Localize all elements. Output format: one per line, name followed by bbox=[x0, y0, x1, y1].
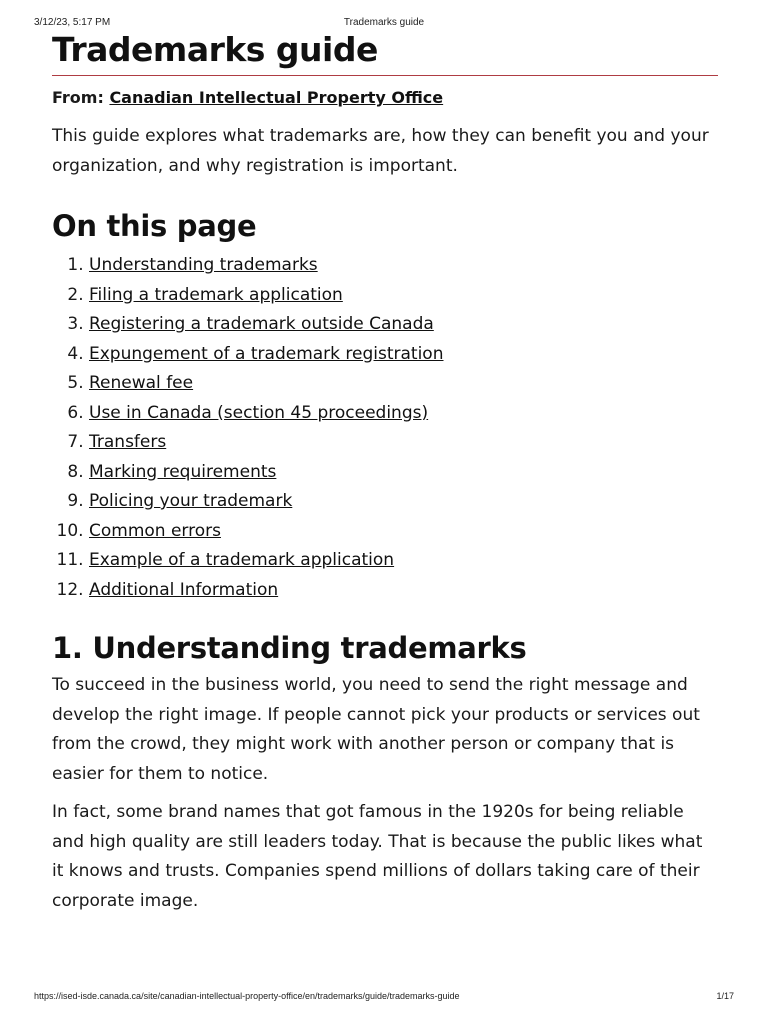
toc-heading: On this page bbox=[52, 209, 257, 243]
toc-item bbox=[89, 251, 718, 281]
toc-link-additional-information[interactable]: Additional Information bbox=[89, 579, 279, 600]
toc-item bbox=[89, 310, 718, 340]
toc-link-registering-outside-canada[interactable]: Registering a trademark outside Canada bbox=[89, 314, 434, 334]
toc-item bbox=[89, 369, 718, 399]
toc-item bbox=[89, 517, 718, 547]
toc-item bbox=[89, 487, 718, 517]
toc-link-filing-application[interactable]: Filing a trademark application bbox=[89, 284, 343, 305]
toc-link-marking-requirements[interactable]: Marking requirements bbox=[89, 461, 277, 482]
toc-link-use-in-canada[interactable]: Use in Canada (section 45 proceedings) bbox=[89, 402, 429, 423]
from-line bbox=[52, 86, 718, 110]
toc-item bbox=[89, 546, 718, 576]
print-doc-title: Trademarks guide bbox=[343, 17, 425, 28]
toc-link-common-errors[interactable]: Common errors bbox=[89, 520, 221, 541]
print-header bbox=[34, 17, 734, 31]
from-label: From: bbox=[52, 88, 104, 107]
toc-item bbox=[89, 428, 718, 458]
toc-link-policing[interactable]: Policing your trademark bbox=[89, 491, 293, 511]
toc-link-understanding-trademarks[interactable]: Understanding trademarks bbox=[89, 255, 318, 275]
print-footer bbox=[34, 991, 734, 1005]
section1-paragraph-2: In fact, some brand names that got famous in the 1920s for being reliable and high quality are still leaders today. That is because the public likes what it knows and trusts. Companies spend millions of dollars taking care of their corporate image. bbox=[52, 802, 703, 911]
toc-link-renewal-fee[interactable]: Renewal fee bbox=[89, 373, 194, 393]
toc-item bbox=[89, 399, 718, 429]
cipo-link[interactable]: Canadian Intellectual Property Office bbox=[109, 88, 444, 107]
print-date: 3/12/23, 5:17 PM bbox=[34, 17, 111, 28]
toc-link-transfers[interactable]: Transfers bbox=[89, 432, 167, 452]
toc-item bbox=[89, 576, 718, 606]
section1-paragraph-1: To succeed in the business world, you need to send the right message and develop the right image. If people cannot pick your products or services out from the crowd, they might work with another person or company that is easier for them to notice. bbox=[52, 675, 700, 784]
toc-link-example-application[interactable]: Example of a trademark application bbox=[89, 550, 395, 570]
intro-paragraph: This guide explores what trademarks are, how they can benefit you and your organization, and why registration is important. bbox=[52, 126, 709, 176]
print-page-number: 1/17 bbox=[716, 991, 734, 1001]
toc-item bbox=[89, 340, 718, 370]
toc-list bbox=[52, 251, 718, 605]
section-heading-understanding-trademarks: 1. Understanding trademarks bbox=[52, 631, 527, 665]
toc-link-expungement[interactable]: Expungement of a trademark registration bbox=[89, 343, 444, 364]
print-url: https://ised-isde.canada.ca/site/canadian-intellectual-property-office/en/trademarks/guide/trademarks-guide bbox=[34, 991, 460, 1001]
main-content bbox=[52, 30, 718, 916]
toc-item bbox=[89, 458, 718, 488]
page-title: Trademarks guide bbox=[52, 30, 718, 76]
toc-item bbox=[89, 281, 718, 311]
